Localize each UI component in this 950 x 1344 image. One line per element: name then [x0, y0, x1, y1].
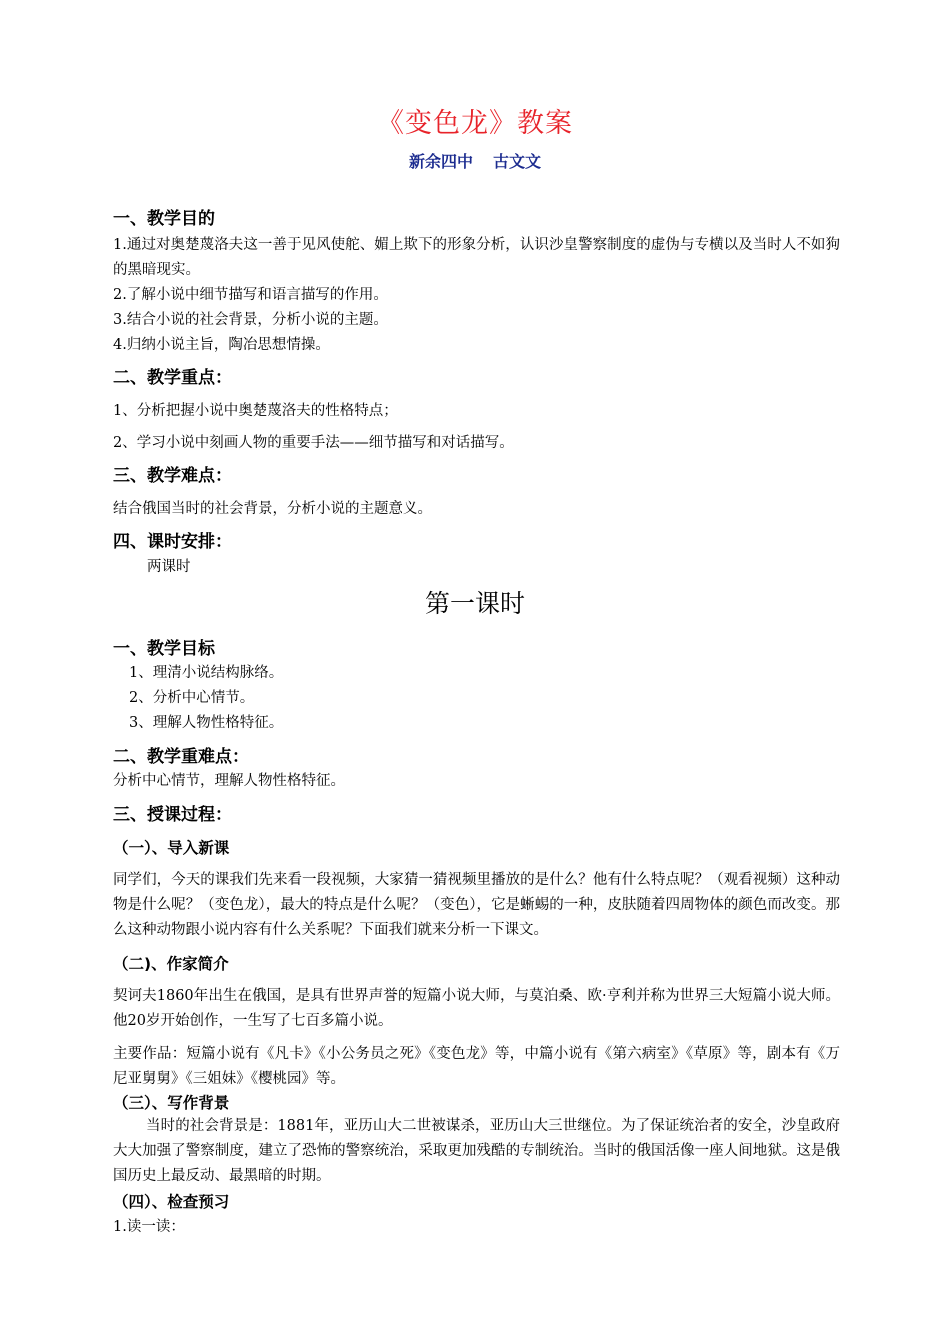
objective-item: 4.归纳小说主旨，陶冶思想情操。	[113, 337, 330, 353]
lesson-goal-item: 1、理清小说结构脉络。	[129, 665, 284, 681]
background-heading: （三）、写作背景	[113, 1094, 230, 1112]
document-title: 《变色龙》教案	[377, 108, 573, 139]
author-intro-heading: （二)、作家简介	[113, 955, 229, 973]
intro-text: 同学们，今天的课我们先来看一段视频，大家猜一猜视频里播放的是什么？他有什么特点呢？（观看视频）这种动物是什么呢？（变色龙），最大的特点是什么呢？（变色），它是蜥蜴的一种，皮肤随着四周物体的颜色而改变。那么这种动物跟小说内容有什么关系呢？下面我们就来分析一下课文。	[113, 872, 840, 938]
key-point-item: 2、学习小说中刻画人物的重要手法——细节描写和对话描写。	[113, 435, 514, 451]
difficulty-text: 结合俄国当时的社会背景，分析小说的主题意义。	[113, 501, 432, 517]
objective-item: 2.了解小说中细节描写和语言描写的作用。	[113, 287, 388, 303]
lesson-title: 第一课时	[424, 589, 525, 618]
process-heading: 三、授课过程：	[113, 805, 232, 825]
lesson-key-heading: 二、教学重难点：	[113, 747, 249, 767]
intro-heading: （一）、导入新课	[113, 839, 230, 857]
section-heading-schedule: 四、课时安排：	[113, 532, 232, 552]
background-text: 当时的社会背景是：1881年，亚历山大二世被谋杀，亚历山大三世继位。为了保证统治者的安全，沙皇政府大大加强了警察制度，建立了恐怖的警察统治，采取更加残酷的专制统治。当时的俄国活像一座人间地狱。这是俄国历史上最反动、最黑暗的时期。	[113, 1118, 840, 1184]
section-heading-difficulties: 三、教学难点：	[113, 466, 232, 486]
works-text: 主要作品：短篇小说有《凡卡》《小公务员之死》《变色龙》等，中篇小说有《第六病室》《草原》等，剧本有《万尼亚舅舅》《三姐妹》《樱桃园》等。	[113, 1046, 840, 1087]
section-heading-objectives: 一、教学目的	[113, 209, 215, 229]
objective-item: 1.通过对奥楚蔑洛夫这一善于见风使舵、媚上欺下的形象分析，认识沙皇警察制度的虚伪与专横以及当时人不如狗的黑暗现实。	[113, 237, 840, 278]
key-point-item: 1、分析把握小说中奥楚蔑洛夫的性格特点；	[113, 403, 398, 419]
document-byline	[0, 150, 950, 174]
author-name: 古文文	[493, 152, 542, 171]
section-heading-key-points: 二、教学重点：	[113, 368, 232, 388]
school-name: 新余四中	[408, 152, 473, 171]
objective-item: 3.结合小说的社会背景，分析小说的主题。	[113, 312, 388, 328]
lesson-goal-item: 3、理解人物性格特征。	[129, 715, 284, 731]
schedule-text: 两课时	[147, 559, 191, 575]
read-aloud-text: 1.读一读：	[113, 1219, 185, 1235]
author-intro-text: 契诃夫1860年出生在俄国，是具有世界声誉的短篇小说大师，与莫泊桑、欧·亨利并称为世界三大短篇小说大师。他20岁开始创作，一生写了七百多篇小说。	[113, 988, 840, 1029]
lesson-key-text: 分析中心情节，理解人物性格特征。	[113, 773, 345, 789]
lesson-goals-heading: 一、教学目标	[113, 639, 215, 659]
check-preview-heading: （四）、检查预习	[113, 1193, 230, 1211]
lesson-goal-item: 2、分析中心情节。	[129, 690, 255, 706]
